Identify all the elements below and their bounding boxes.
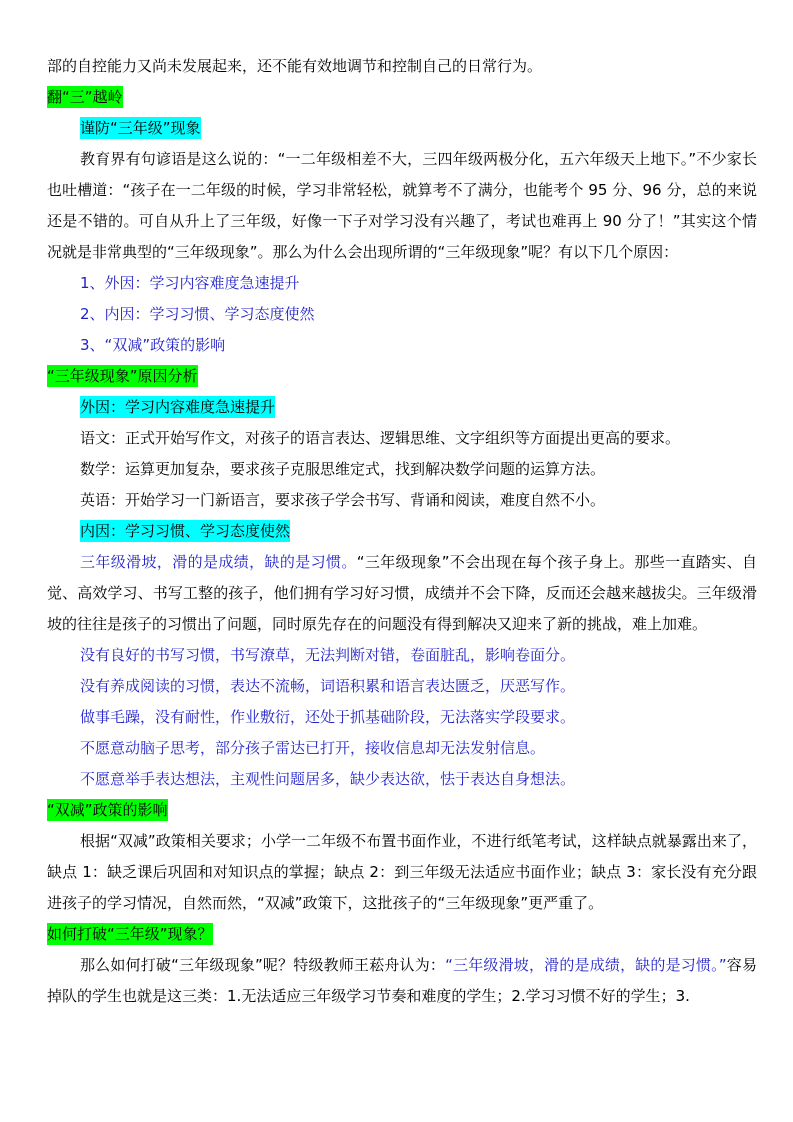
section-heading-yuanyin [47, 361, 757, 392]
paragraph-shuangjian: 根据“双减”政策相关要求；小学一二年级不布置书面作业，不进行纸笔考试，这样缺点就暴露出来了，缺点 1：缺乏课后巩固和对知识点的掌握；缺点 2：到三年级无法适应书面作业；缺点 3：家长没有充分跟进孩子的学习情况，自然而然，“双减”政策下，这批孩子的“三年级现象”更严重了。 [47, 832, 757, 912]
ruhe-blue-quote: “三年级滑坡，滑的是成绩，缺的是习惯。” [445, 956, 727, 974]
subheading-waiyin-text: 外因：学习内容难度急速提升 [80, 398, 276, 416]
section-heading-shuangjian [47, 795, 757, 826]
intro-tail-text: 部的自控能力又尚未发展起来，还不能有效地调节和控制自己的日常行为。 [47, 57, 543, 75]
heading-shuangjian-text: “双减”政策的影响 [47, 801, 168, 819]
subject-yuwen: 语文：正式开始写作文，对孩子的语言表达、逻辑思维、文字组织等方面提出更高的要求。 [80, 429, 681, 447]
section-heading-ruhe [47, 919, 757, 950]
ruhe-text-b: 容易掉队的学生也就是这三类：1.无法适应三年级学习节奏和难度的学生；2.学习习惯不好的学生；3. [47, 956, 757, 1005]
paragraph-jiaoyujie: 教育界有句谚语是这么说的：“一二年级相差不大，三四年级两极分化，五六年级天上地下。”不少家长也吐槽道：“孩子在一二年级的时候，学习非常轻松，就算考不了满分，也能考个 95 分、96 分，总的来说还是不错的。可自从升上了三年级，好像一下子对学习没有兴趣了，考试也难再上 90 分了！”其实这个情况就是非常典型的“三年级现象”。那么为什么会出现所谓的“三年级现象”呢？有以下几个原因： [47, 150, 757, 261]
habit-item-1: 没有良好的书写习惯，书写潦草，无法判断对错，卷面脏乱，影响卷面分。 [80, 646, 576, 664]
subheading-neiyin [47, 516, 757, 547]
heading-ruhe-text: 如何打破“三年级”现象？ [47, 925, 213, 943]
reason-item-3: 3、“双减”政策的影响 [80, 336, 226, 354]
subheading-waiyin [47, 392, 757, 423]
section-heading-fansanyueling [47, 82, 757, 113]
heading-fansanyueling-text: 翻“三”越岭 [47, 88, 123, 106]
subject-yingyu: 英语：开始学习一门新语言，要求孩子学会书写、背诵和阅读，难度自然不小。 [80, 491, 606, 509]
habit-item-3: 做事毛躁，没有耐性，作业敷衍，还处于抓基础阶段，无法落实学段要求。 [80, 708, 576, 726]
habit-item-5: 不愿意举手表达想法，主观性问题居多，缺少表达欲，怯于表达自身想法。 [80, 770, 576, 788]
subject-shuxue: 数学：运算更加复杂，要求孩子克服思维定式，找到解决数学问题的运算方法。 [80, 460, 606, 478]
reason-item-2: 2、内因：学习习惯、学习态度使然 [80, 305, 315, 323]
subheading-jinfang [47, 113, 757, 144]
paragraph-ruhe [47, 950, 757, 1012]
reason-item-1: 1、外因：学习内容难度急速提升 [80, 274, 300, 292]
neiyin-rest-text: “三年级现象”不会出现在每个孩子身上。那些一直踏实、自觉、高效学习、书写工整的孩子，他们拥有学习好习惯，成绩并不会下降，反而还会越来越拔尖。三年级滑坡的往往是孩子的习惯出了问题，同时原先存在的问题没有得到解决又迎来了新的挑战，难上加难。 [47, 553, 757, 633]
ruhe-text-a: 那么如何打破“三年级现象”呢？特级教师王菘舟认为： [80, 956, 446, 974]
document-page [47, 51, 757, 1012]
heading-yuanyin-text: “三年级现象”原因分析 [47, 367, 198, 385]
paragraph-neiyin [47, 547, 757, 640]
subheading-neiyin-text: 内因：学习习惯、学习态度使然 [80, 522, 291, 540]
habit-item-4: 不愿意动脑子思考，部分孩子雷达已打开，接收信息却无法发射信息。 [80, 739, 546, 757]
subheading-jinfang-text: 谨防“三年级”现象 [80, 119, 201, 137]
neiyin-blue-quote: 三年级滑坡，滑的是成绩，缺的是习惯。 [80, 553, 357, 571]
habit-item-2: 没有养成阅读的习惯，表达不流畅，词语积累和语言表达匮乏，厌恶写作。 [80, 677, 576, 695]
